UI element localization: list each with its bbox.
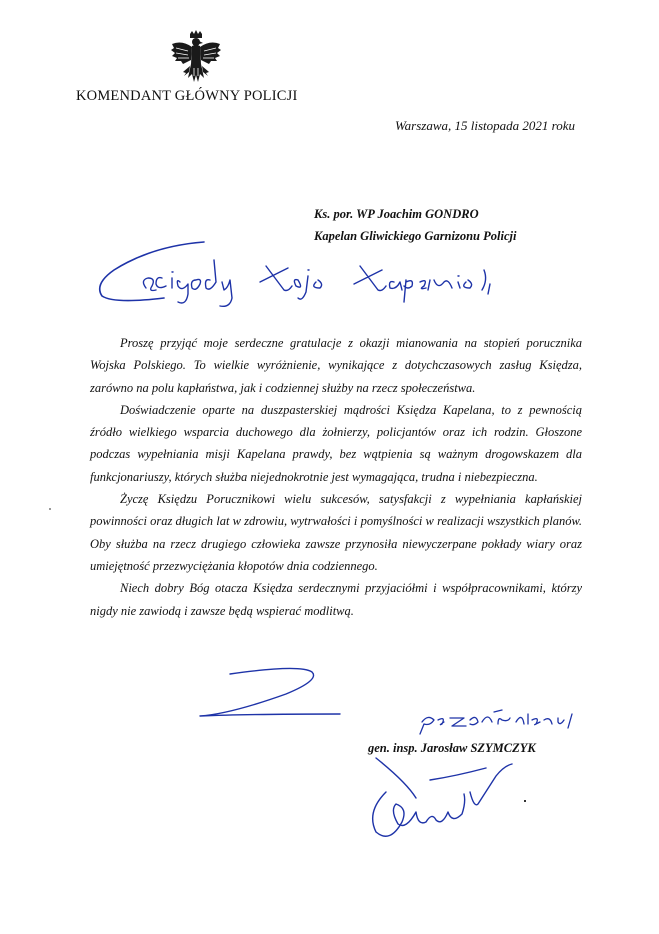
signer-name: gen. insp. Jarosław SZYMCZYK [368, 741, 536, 755]
handwritten-salutation [92, 232, 532, 316]
handwritten-flourish [190, 664, 350, 724]
body-paragraph-2: Doświadczenie oparte na duszpasterskiej mądrości Księdza Kapelana, to z pewnością źródło wielkiego wsparcia duchowego dla żołnierzy, policjantów oraz ich rodzin. Głoszone podczas wypełniania misji Kapelana prawdy, bez wątpienia są ważnym drogowskazem dla funkcjonariuszy, których służba niejednokrotnie jest wymagająca, trudna i niebezpieczna. [90, 402, 582, 484]
addressee-title: Kapelan Gliwickiego Garnizonu Policji [314, 229, 517, 243]
ink-dot [524, 800, 526, 802]
addressee-name: Ks. por. WP Joachim GONDRO [314, 207, 479, 221]
scan-speck [49, 508, 51, 510]
organization-title: KOMENDANT GŁÓWNY POLICJI [76, 88, 298, 104]
body-paragraph-4: Niech dobry Bóg otacza Księdza serdecznymi przyjaciółmi i współpracownikami, którzy nigdy nie zawiodą i zawsze będą wspierać modlitwą. [90, 581, 582, 618]
body-paragraph-3: Życzę Księdzu Porucznikowi wielu sukcesów, satysfakcji z wypełniania kapłańskiej powinności oraz długich lat w zdrowiu, wytrwałości i pomyślności w realizacji wszystkich planów. Oby służba na rzecz drugiego człowieka zawsze przynosiła niewyczerpane pokłady wiary oraz umiejętność przezwyciężania kłopotów dnia codziennego. [90, 492, 582, 573]
body-paragraph-1: Proszę przyjąć moje serdeczne gratulacje z okazji mianowania na stopień porucznika Wojska Polskiego. To wielkie wyróżnienie, wynikające z dotychczasowych zasług Księdza, zarówno na polu kapłaństwa, jak i codziennej służby na rzecz społeczeństwa. [90, 336, 582, 395]
place-and-date: Warszawa, 15 listopada 2021 roku [395, 118, 575, 133]
handwritten-closing [412, 702, 592, 736]
signature-scribble [346, 752, 546, 852]
polish-eagle-emblem-icon [168, 30, 224, 90]
letter-body [90, 332, 582, 622]
